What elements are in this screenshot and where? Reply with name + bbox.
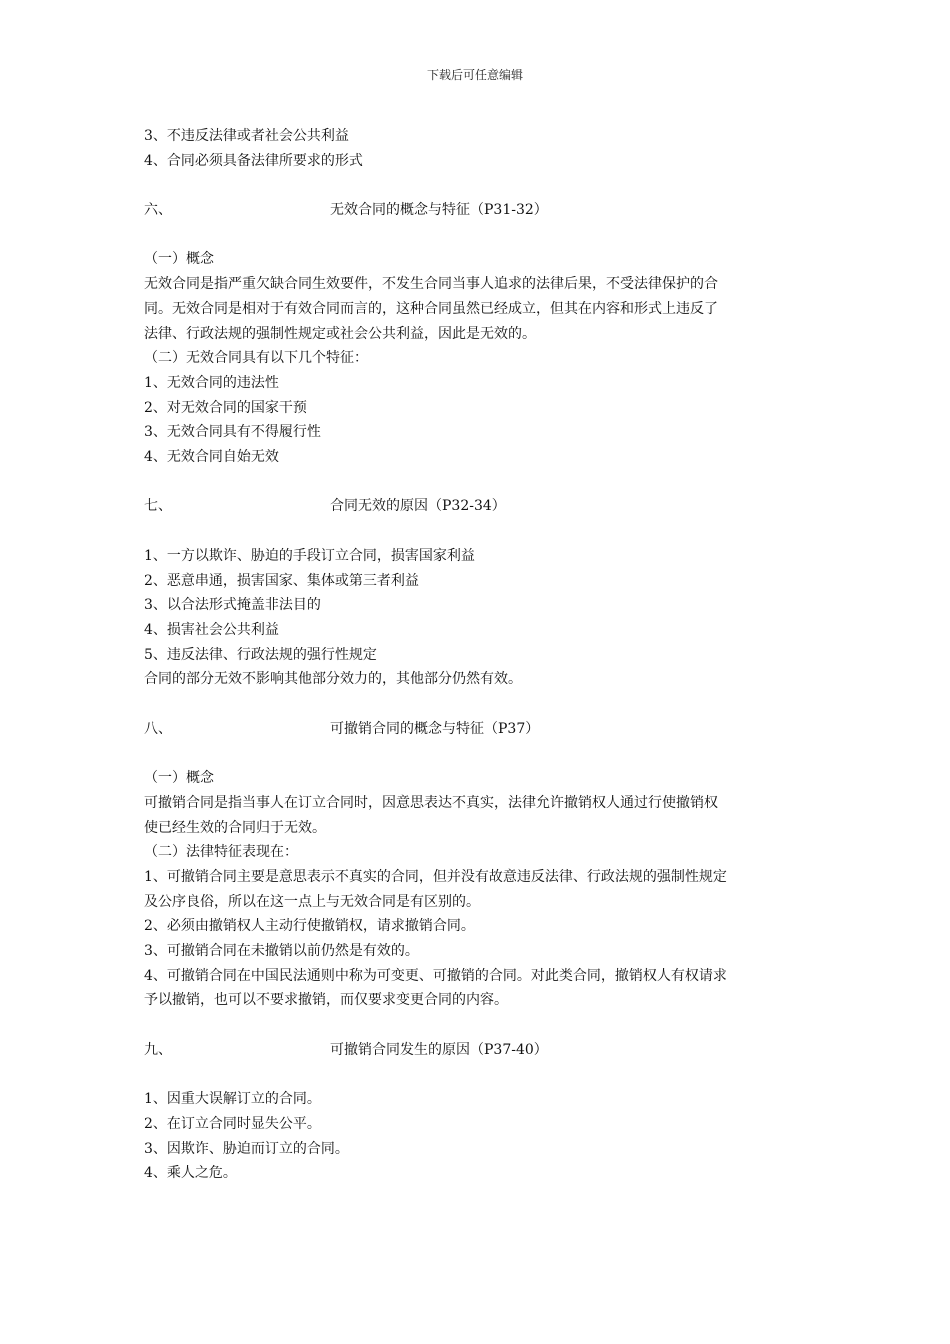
text-line: 法律、行政法规的强制性规定或社会公共利益，因此是无效的。 [144,325,536,342]
section-number: 七、 [144,498,172,515]
text-line: 4、可撤销合同在中国民法通则中称为可变更、可撤销的合同。对此类合同，撤销权人有权请求 [144,967,727,984]
blank-line [144,1063,814,1088]
blank-line [144,1013,814,1038]
text-line: 予以撤销，也可以不要求撤销，而仅要求变更合同的内容。 [144,992,508,1009]
text-line: （一）概念 [144,251,214,268]
text-line: （一）概念 [144,770,214,787]
section-number: 九、 [144,1041,172,1058]
section-title: 无效合同的概念与特征（P31-32） [330,202,548,219]
blank-line [144,692,814,717]
text-line: 无效合同是指严重欠缺合同生效要件，不发生合同当事人追求的法律后果，不受法律保护的合 [144,276,718,293]
blank-line [144,741,814,766]
text-line: 1、一方以欺诈、胁迫的手段订立合同，损害国家利益 [144,547,475,564]
document-body [144,124,814,1186]
text-line: 3、以合法形式掩盖非法目的 [144,597,321,614]
text-line: 使已经生效的合同归于无效。 [144,819,326,836]
section-number: 六、 [144,202,172,219]
blank-line [144,470,814,495]
text-line: 3、可撤销合同在未撤销以前仍然是有效的。 [144,943,419,960]
text-line: 1、可撤销合同主要是意思表示不真实的合同，但并没有故意违反法律、行政法规的强制性规定 [144,868,727,885]
section-number: 八、 [144,720,172,737]
text-line: 2、在订立合同时显失公平。 [144,1115,321,1132]
text-line: （二）法律特征表现在： [144,844,298,861]
text-line: 1、无效合同的违法性 [144,374,279,391]
text-line: 2、必须由撤销权人主动行使撤销权，请求撤销合同。 [144,918,475,935]
text-line: 2、恶意串通，损害国家、集体或第三者利益 [144,572,419,589]
text-line: 3、因欺诈、胁迫而订立的合同。 [144,1140,349,1157]
text-line: 3、不违反法律或者社会公共利益 [144,128,349,144]
text-line: 4、乘人之危。 [144,1165,237,1182]
section-heading [144,1038,814,1063]
text-line: 合同的部分无效不影响其他部分效力的，其他部分仍然有效。 [144,671,522,688]
text-line: 4、损害社会公共利益 [144,621,279,638]
section-title: 合同无效的原因（P32-34） [330,498,506,515]
text-line: 同。无效合同是相对于有效合同而言的，这种合同虽然已经成立，但其在内容和形式上违反了 [144,300,718,317]
text-line: 4、合同必须具备法律所要求的形式 [144,152,363,169]
blank-line [144,519,814,544]
text-line: 3、无效合同具有不得履行性 [144,424,321,441]
text-line: 可撤销合同是指当事人在订立合同时，因意思表达不真实，法律允许撤销权人通过行使撤销权 [144,794,718,811]
text-line: 1、因重大误解订立的合同。 [144,1091,321,1108]
blank-line [144,223,814,248]
blank-line [144,173,814,198]
text-line: （二）无效合同具有以下几个特征： [144,350,368,367]
text-line: 2、对无效合同的国家干预 [144,399,307,416]
text-line: 及公序良俗，所以在这一点上与无效合同是有区别的。 [144,893,480,910]
section-title: 可撤销合同的概念与特征（P37） [330,720,540,737]
text-line: 5、违反法律、行政法规的强行性规定 [144,646,377,663]
section-heading [144,494,814,519]
section-title: 可撤销合同发生的原因（P37-40） [330,1041,548,1058]
page-header: 下载后可任意编辑 [426,68,523,82]
section-heading [144,198,814,223]
section-heading [144,717,814,742]
text-line: 4、无效合同自始无效 [144,449,279,466]
